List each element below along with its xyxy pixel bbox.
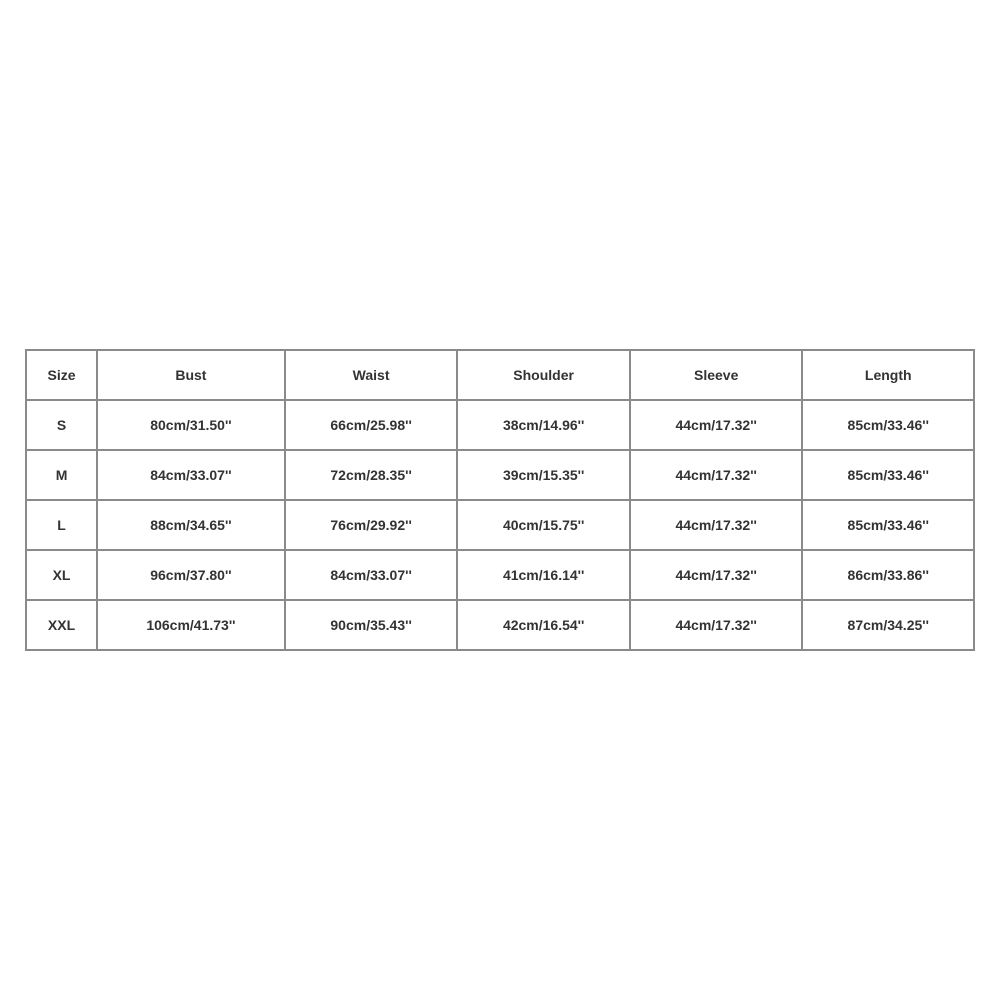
- header-length: Length: [802, 350, 974, 400]
- cell-size: M: [26, 450, 97, 500]
- cell-bust: 80cm/31.50'': [97, 400, 285, 450]
- cell-bust: 88cm/34.65'': [97, 500, 285, 550]
- cell-size: S: [26, 400, 97, 450]
- cell-sleeve: 44cm/17.32'': [630, 500, 803, 550]
- cell-sleeve: 44cm/17.32'': [630, 600, 803, 650]
- cell-shoulder: 41cm/16.14'': [457, 550, 630, 600]
- cell-waist: 76cm/29.92'': [285, 500, 458, 550]
- header-waist: Waist: [285, 350, 458, 400]
- cell-bust: 84cm/33.07'': [97, 450, 285, 500]
- cell-size: L: [26, 500, 97, 550]
- cell-sleeve: 44cm/17.32'': [630, 550, 803, 600]
- table-row: [26, 400, 974, 450]
- cell-length: 86cm/33.86'': [802, 550, 974, 600]
- cell-waist: 90cm/35.43'': [285, 600, 458, 650]
- cell-bust: 106cm/41.73'': [97, 600, 285, 650]
- size-chart-table: [25, 349, 975, 651]
- cell-shoulder: 42cm/16.54'': [457, 600, 630, 650]
- table-row: [26, 550, 974, 600]
- cell-shoulder: 40cm/15.75'': [457, 500, 630, 550]
- table-row: [26, 600, 974, 650]
- table-row: [26, 500, 974, 550]
- table-row: [26, 450, 974, 500]
- header-size: Size: [26, 350, 97, 400]
- cell-length: 85cm/33.46'': [802, 400, 974, 450]
- cell-shoulder: 39cm/15.35'': [457, 450, 630, 500]
- cell-sleeve: 44cm/17.32'': [630, 450, 803, 500]
- header-bust: Bust: [97, 350, 285, 400]
- header-shoulder: Shoulder: [457, 350, 630, 400]
- header-sleeve: Sleeve: [630, 350, 803, 400]
- cell-bust: 96cm/37.80'': [97, 550, 285, 600]
- cell-length: 85cm/33.46'': [802, 450, 974, 500]
- table-header-row: [26, 350, 974, 400]
- cell-waist: 72cm/28.35'': [285, 450, 458, 500]
- cell-size: XXL: [26, 600, 97, 650]
- cell-waist: 66cm/25.98'': [285, 400, 458, 450]
- cell-waist: 84cm/33.07'': [285, 550, 458, 600]
- cell-length: 87cm/34.25'': [802, 600, 974, 650]
- cell-length: 85cm/33.46'': [802, 500, 974, 550]
- cell-size: XL: [26, 550, 97, 600]
- cell-shoulder: 38cm/14.96'': [457, 400, 630, 450]
- cell-sleeve: 44cm/17.32'': [630, 400, 803, 450]
